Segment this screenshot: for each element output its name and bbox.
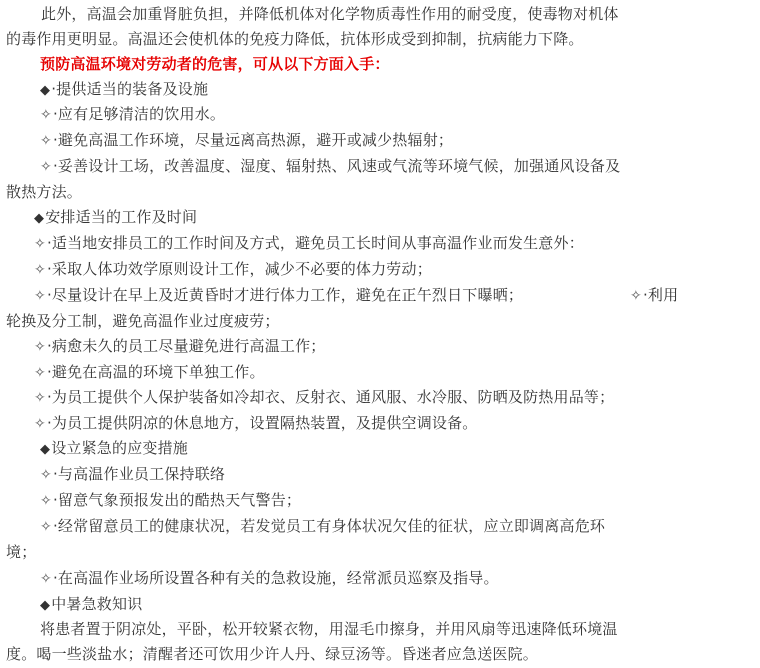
- schedule-title-text: 安排适当的工作及时间: [45, 208, 198, 226]
- list-item-text: ·病愈未久的员工尽量避免进行高温工作；: [46, 337, 326, 355]
- firstaid-line-1: 将患者置于阴凉处，平卧，松开较紧衣物，用湿毛巾擦身，并用风扇等迅速降低环境温: [40, 620, 618, 638]
- sparkle-icon: ✧: [34, 390, 46, 406]
- list-item-text: ·经常留意员工的健康状况，若发觉员工有身体状况欠佳的征状，应立即调离高危环: [52, 517, 606, 535]
- list-item-text: ·适当地安排员工的工作时间及方式，避免员工长时间从事高温作业而发生意外：: [46, 234, 584, 252]
- emergency-title: [40, 438, 188, 460]
- list-item-continuation: 轮换及分工制，避免高温作业过度疲劳；: [6, 312, 280, 330]
- list-item-text: ·为员工提供阴凉的休息地方，设置隔热装置，及提供空调设备。: [46, 414, 478, 432]
- list-item-text: ·为员工提供个人保护装备如冷却衣、反射衣、通风服、水冷服、防晒及防热用品等；: [46, 388, 615, 406]
- list-item: [34, 413, 478, 435]
- list-item: [34, 233, 584, 255]
- sparkle-icon: ✧: [34, 262, 46, 278]
- list-item: [34, 336, 326, 358]
- schedule-title: [34, 207, 197, 229]
- list-item: [630, 285, 678, 307]
- list-item-text: ·在高温作业场所设置各种有关的急救设施，经常派员巡察及指导。: [52, 569, 499, 587]
- firstaid-line-2: 度。喝一些淡盐水；清醒者还可饮用少许人丹、绿豆汤等。昏迷者应急送医院。: [6, 645, 539, 663]
- sparkle-icon: ✧: [630, 288, 642, 304]
- list-item: [34, 259, 432, 281]
- intro-line-1: 此外，高温会加重肾脏负担，并降低机体对化学物质毒性作用的耐受度，使毒物对机体: [41, 5, 619, 23]
- list-item-text: ·与高温作业员工保持联络: [52, 465, 226, 483]
- list-item: [34, 285, 523, 307]
- diamond-icon: ◆: [40, 598, 51, 613]
- sparkle-icon: ✧: [40, 571, 52, 587]
- equipment-title: [40, 79, 208, 101]
- sparkle-icon: ✧: [40, 493, 52, 509]
- diamond-icon: ◆: [34, 211, 45, 226]
- sparkle-icon: ✧: [40, 133, 52, 149]
- sparkle-icon: ✧: [40, 107, 52, 123]
- list-item: [40, 130, 453, 152]
- list-item-text: ·利用: [642, 286, 679, 304]
- list-item: [40, 156, 620, 178]
- sparkle-icon: ✧: [34, 365, 46, 381]
- firstaid-title: [40, 594, 142, 616]
- list-item: [40, 516, 605, 538]
- sparkle-icon: ✧: [40, 467, 52, 483]
- emergency-title-text: 设立紧急的应变措施: [51, 439, 189, 457]
- intro-line-2: 的毒作用更明显。高温还会使机体的免疫力降低，抗体形成受到抑制，抗病能力下降。: [6, 30, 584, 48]
- equipment-title-text: ·提供适当的装备及设施: [51, 80, 209, 98]
- section-heading: 预防高温环境对劳动者的危害，可从以下方面入手：: [40, 55, 390, 73]
- list-item-text: ·应有足够清洁的饮用水。: [52, 105, 226, 123]
- list-item: [34, 387, 614, 409]
- list-item-text: ·尽量设计在早上及近黄昏时才进行体力工作，避免在正午烈日下曝晒；: [46, 286, 524, 304]
- sparkle-icon: ✧: [40, 519, 52, 535]
- list-item: [34, 362, 265, 384]
- list-item-text: ·避免在高温的环境下单独工作。: [46, 363, 265, 381]
- diamond-icon: ◆: [40, 83, 51, 98]
- sparkle-icon: ✧: [34, 288, 46, 304]
- list-item-continuation: 散热方法。: [6, 183, 83, 201]
- sparkle-icon: ✧: [34, 339, 46, 355]
- list-item-text: ·妥善设计工场，改善温度、湿度、辐射热、风速或气流等环境气候，加强通风设备及: [52, 157, 621, 175]
- list-item: [40, 104, 225, 126]
- sparkle-icon: ✧: [40, 159, 52, 175]
- sparkle-icon: ✧: [34, 236, 46, 252]
- list-item-continuation: 境；: [6, 543, 37, 561]
- list-item: [40, 464, 225, 486]
- list-item-text: ·采取人体功效学原则设计工作，减少不必要的体力劳动；: [46, 260, 432, 278]
- firstaid-title-text: 中暑急救知识: [51, 595, 143, 613]
- list-item: [40, 568, 499, 590]
- sparkle-icon: ✧: [34, 416, 46, 432]
- list-item-text: ·避免高温工作环境，尽量远离高热源，避开或减少热辐射；: [52, 131, 454, 149]
- diamond-icon: ◆: [40, 442, 51, 457]
- list-item: [40, 490, 301, 512]
- list-item-text: ·留意气象预报发出的酷热天气警告；: [52, 491, 302, 509]
